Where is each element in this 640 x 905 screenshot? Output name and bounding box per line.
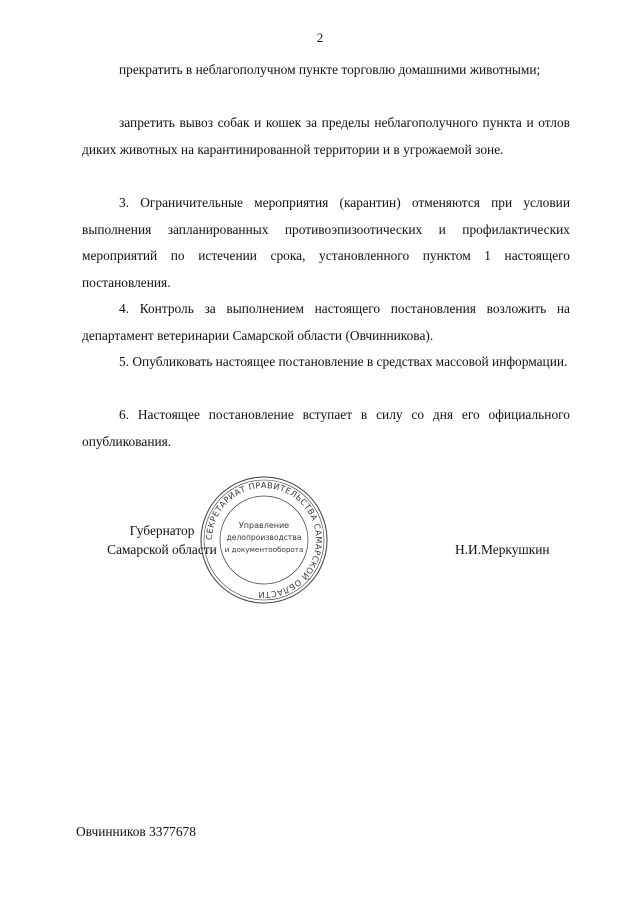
stamp-ring-textpath: СЕКРЕТАРИАТ ПРАВИТЕЛЬСТВА САМАРСКОЙ ОБЛАСТИ	[203, 479, 325, 601]
paragraph-export-ban: запретить вывоз собак и кошек за пределы неблагополучного пункта и отлов диких животных на карантинированной территории и в угрожаемой зоне.	[82, 115, 570, 157]
paragraph-effective: 6. Настоящее постановление вступает в силу со дня его официального опубликования.	[82, 407, 570, 449]
paragraph-quarantine-lift: 3. Ограничительные мероприятия (карантин) отменяются при условии выполнения запланированных противоэпизоотических и профилактических мероприятий по истечении срока, установленного пунктом 1 настоящего постановления.	[82, 195, 570, 290]
paragraph-control: 4. Контроль за выполнением настоящего постановления возложить на департамент ветеринарии Самарской области (Овчинникова).	[82, 301, 570, 343]
stamp-line2: делопроизводства	[226, 533, 302, 542]
signature-title-line1: Губернатор	[129, 523, 195, 538]
executor-contact: Овчинников 3377678	[76, 824, 196, 839]
paragraph-trade-ban: прекратить в неблагополучном пункте торговлю домашними животными;	[119, 62, 541, 77]
page-number: 2	[316, 30, 324, 45]
official-stamp	[198, 474, 330, 606]
signatory-name: Н.И.Меркушкин	[455, 542, 550, 557]
stamp-line1: Управление	[238, 521, 290, 530]
signature-title-line2: Самарской области	[107, 542, 217, 557]
paragraph-publish: 5. Опубликовать настоящее постановление в средствах массовой информации.	[119, 354, 568, 369]
stamp-line3: и документооборота	[224, 545, 304, 554]
